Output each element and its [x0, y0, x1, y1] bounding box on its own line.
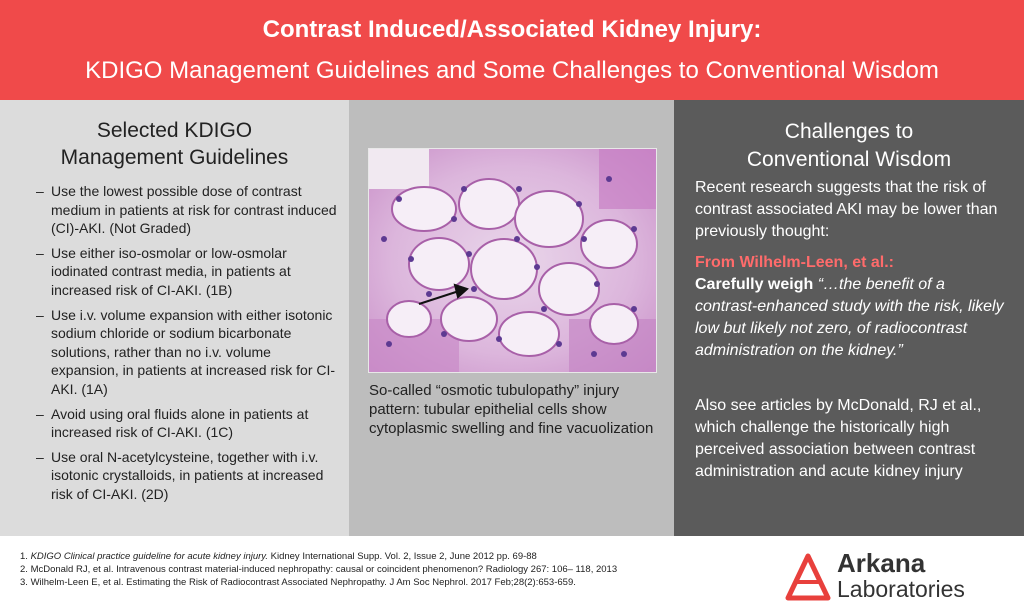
page-title: Contrast Induced/Associated Kidney Injury:: [262, 16, 762, 43]
dash-bullet-icon: –: [36, 244, 44, 261]
challenges-panel: [674, 100, 1024, 536]
guidelines-panel: [0, 100, 349, 536]
header-banner: [0, 0, 1024, 100]
arkana-logo: [785, 546, 1005, 606]
histology-panel: [349, 100, 674, 536]
challenges-heading-line2: Conventional Wisdom: [746, 148, 952, 171]
guideline-item: [36, 244, 341, 300]
logo-word-arkana: Arkana: [837, 548, 926, 578]
guideline-text: Use either iso-osmolar or low-osmolar iodinated contrast media, in patients at increased risk of CI-AKI. (1B): [51, 244, 291, 298]
reference-item: 3. Wilhelm-Leen E, et al. Estimating the Risk of Radiocontrast Associated Nephropathy. J Am Soc Nephrol. 2017 Feb;28(2):653-659.: [20, 577, 576, 588]
guidelines-heading: [0, 117, 349, 171]
page-subtitle: KDIGO Management Guidelines and Some Challenges to Conventional Wisdom: [85, 57, 939, 84]
dash-bullet-icon: –: [36, 306, 44, 323]
challenges-intro: Recent research suggests that the risk of contrast associated AKI may be lower than previously thought:: [695, 179, 998, 240]
reference-text: Wilhelm-Leen E, et al. Estimating the Risk of Radiocontrast Associated Nephropathy. J Am Soc Nephrol. 2017 Feb;28(2):653-659.: [30, 577, 576, 588]
reference-text: McDonald RJ, et al. Intravenous contrast material-induced nephropathy: causal or coincident phenomenon? Radiology 267: 106– 118, 2013: [30, 564, 618, 575]
dash-bullet-icon: –: [36, 183, 44, 199]
dash-bullet-icon: –: [36, 405, 44, 422]
guideline-text: Use i.v. volume expansion with either isotonic sodium chloride or sodium bicarbonate solutions, rather than no i.v. volume expansion, in patients at increased risk for CI-AKI. (1A): [51, 306, 336, 397]
guideline-text: Avoid using oral fluids alone in patients at increased risk of CI-AKI. (1C): [51, 405, 309, 441]
reference-title: KDIGO Clinical practice guideline for acute kidney injury.: [30, 551, 268, 562]
footer: [0, 536, 1024, 614]
guidelines-heading-line1: Selected KDIGO: [96, 119, 253, 142]
guideline-item: [36, 448, 341, 504]
guidelines-list: [36, 182, 341, 510]
guideline-item: [36, 182, 341, 238]
citation-label: From Wilhelm-Leen, et al.:: [695, 254, 894, 271]
dash-bullet-icon: –: [36, 448, 44, 465]
histology-image: [368, 148, 657, 373]
histology-caption: So-called “osmotic tubulopathy” injury pattern: tubular epithelial cells show cytoplasmic swelling and fine vacuolization: [369, 382, 654, 437]
mcdonald-note: Also see articles by McDonald, RJ et al., which challenge the historically high perceived association between contrast administration and acute kidney injury: [695, 397, 982, 480]
arkana-triangle-icon: [785, 552, 831, 602]
quote-text: “…the benefit of a contrast-enhanced study with the risk, likely low but likely not zero, of radiocontrast administration on the kidney.”: [695, 276, 1004, 359]
guideline-item: [36, 306, 341, 399]
challenges-heading-line1: Challenges to: [784, 120, 914, 143]
logo-word-laboratories: Laboratories: [837, 576, 965, 602]
references: [20, 550, 740, 589]
guideline-text: Use oral N-acetylcysteine, together with i.v. isotonic crystalloids, in patients at increased risk of CI-AKI. (2D): [51, 448, 324, 502]
reference-item: 1. KDIGO Clinical practice guideline for acute kidney injury. Kidney International Supp. Vol. 2, Issue 2, June 2012 pp. 69-88: [20, 551, 537, 562]
quote-block: [695, 274, 1011, 362]
reference-item: 2. McDonald RJ, et al. Intravenous contrast material-induced nephropathy: causal or coincident phenomenon? Radiology 267: 106– 118, 2013: [20, 564, 618, 575]
guidelines-heading-line2: Management Guidelines: [60, 146, 289, 169]
guideline-text: Use the lowest possible dose of contrast medium in patients at risk for contrast induced (CI)-AKI. (Not Graded): [51, 183, 337, 237]
challenges-heading: [674, 118, 1024, 174]
guideline-item: [36, 405, 341, 442]
quote-lead: Carefully weigh: [695, 276, 814, 293]
reference-details: Kidney International Supp. Vol. 2, Issue 2, June 2012 pp. 69-88: [268, 551, 537, 562]
